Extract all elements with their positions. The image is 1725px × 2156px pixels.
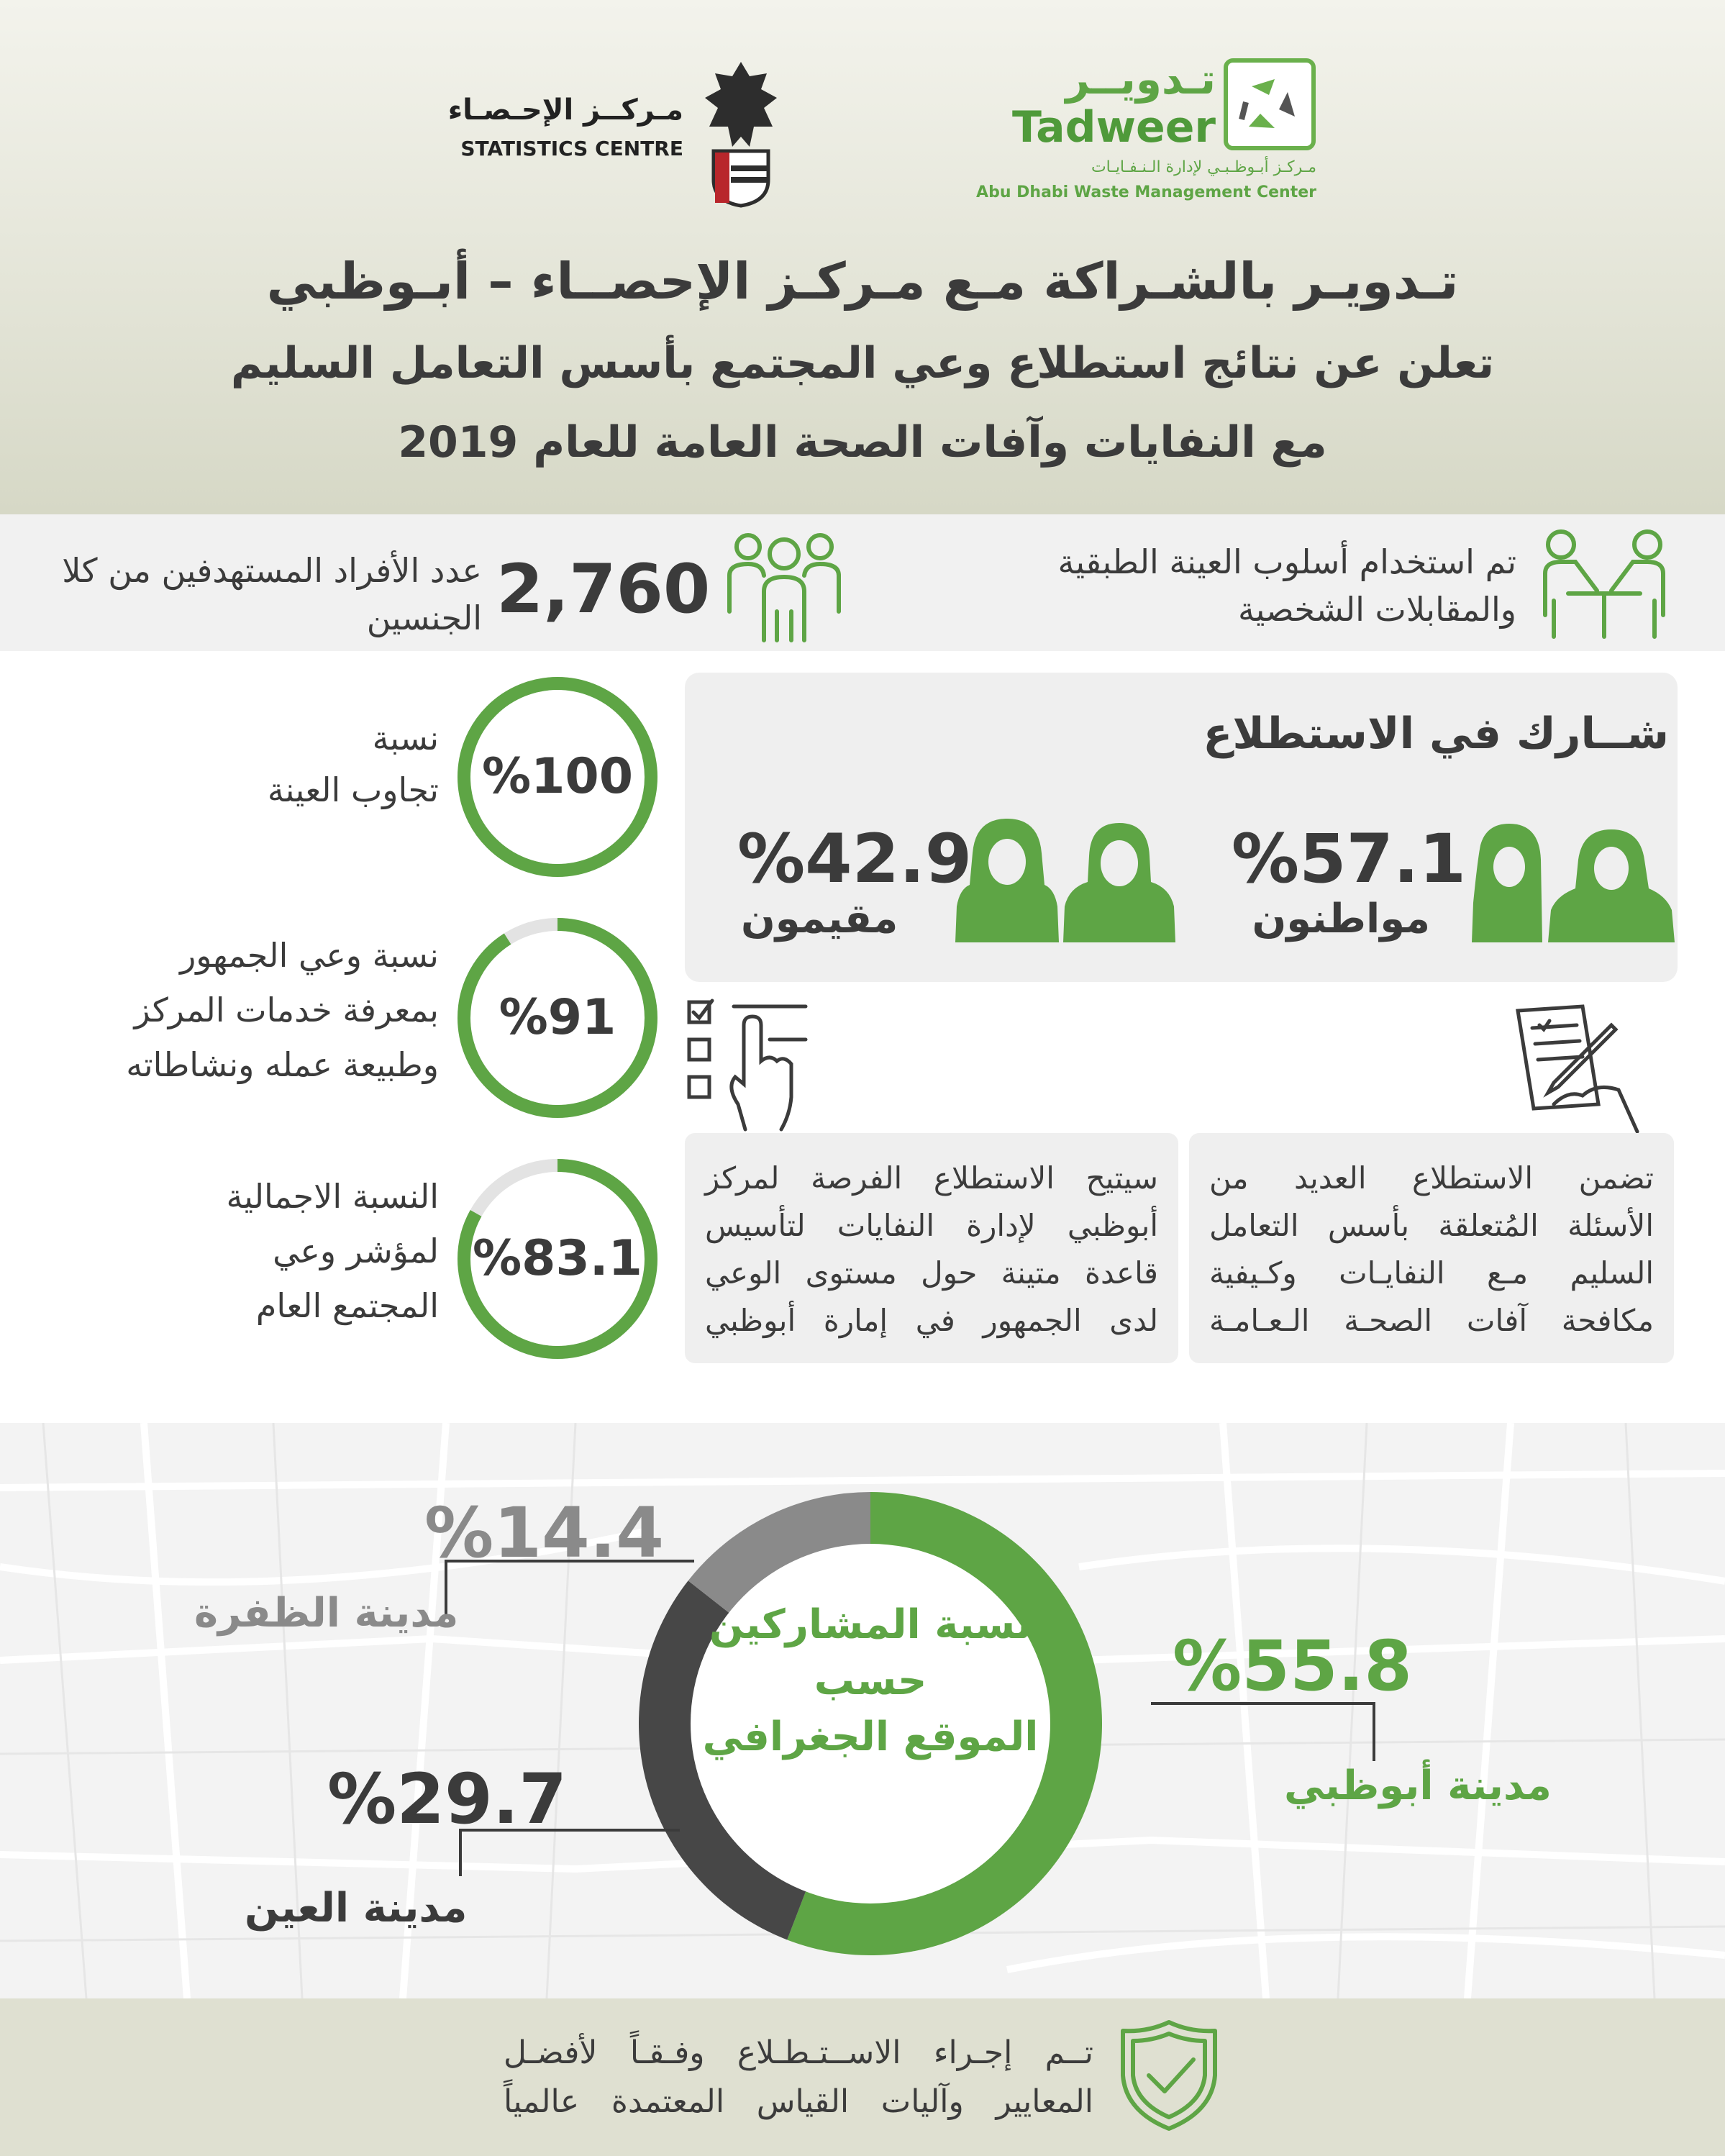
survey-opportunity-line-4: لدى الجمهور في إمارة أبوظبي (705, 1303, 1158, 1338)
awareness-services-value: %91 (499, 989, 616, 1046)
response-rate-value: %100 (481, 748, 634, 805)
response-rate-label-line-2: تجاوب العينة (267, 770, 439, 809)
interview-icon (1532, 522, 1676, 644)
response-rate-label-line-1: نسبة (372, 719, 439, 758)
checklist-hand-icon (683, 996, 813, 1133)
page-title: تـدويـر بالشـراكة مـع مـركـز الإحصــاء – أبـوظبي (266, 252, 1459, 311)
tadweer-subtitle-ar: مـركـز أبـوظـبـي لإدارة الـنـفـايـات (1091, 158, 1316, 176)
al-ain-label: مدينة العين (245, 1885, 468, 1932)
residents-value: %42.9 (737, 820, 973, 899)
method-text: تم استخدام أسلوب العينة الطبقية والمقابلات الشخصية (1057, 542, 1516, 629)
recycle-arrows-icon (1223, 58, 1316, 151)
tadweer-name-ar: تـدويــر (1065, 55, 1216, 104)
tadweer-name-en: Tadweer (1011, 102, 1216, 153)
citizens-value: %57.1 (1231, 820, 1466, 899)
awareness-services-label-line-2: بمعرفة خدمات المركز (134, 991, 439, 1029)
sample-label: عدد الأفراد المستهدفين من كلا الجنسين (62, 551, 482, 637)
residents-label: مقيمون (741, 896, 898, 942)
participation-title: شــارك في الاستطلاع (1203, 709, 1669, 759)
survey-questions-line-2: الأسئلة المُتعلقة بأسس التعامل (1209, 1208, 1654, 1243)
residents-icon (950, 813, 1180, 942)
abu-dhabi-label: مدينة أبوظبي (1284, 1762, 1552, 1809)
al-ain-value: %29.7 (327, 1759, 568, 1839)
signing-document-icon (1511, 1004, 1640, 1133)
awareness-services-label-line-3: وطبيعة عمله ونشاطاته (126, 1045, 439, 1084)
citizens-label: مواطنون (1252, 896, 1430, 942)
falcon-emblem-icon (698, 58, 784, 209)
survey-opportunity-textbox (685, 1133, 1178, 1363)
survey-questions-textbox (1189, 1133, 1674, 1363)
donut-title-line-2: حسب (814, 1657, 927, 1704)
shield-check-icon (1119, 2018, 1219, 2133)
awareness-services-label-line-1: نسبة وعي الجمهور (180, 936, 439, 975)
community-awareness-value: %83.1 (473, 1230, 642, 1287)
community-awareness-label-line-2: لمؤشر وعي (273, 1232, 439, 1270)
donut-title (691, 1597, 1050, 1765)
tadweer-logo (976, 55, 1324, 216)
survey-opportunity-line-3: قاعدة متينة حول مستوى الوعي (705, 1255, 1158, 1291)
community-awareness-label (108, 1169, 439, 1333)
statistics-centre-name-ar: مـركــز الإحـصـاء (447, 94, 683, 127)
survey-questions-line-1: تضمن الاستطلاع العديد من (1209, 1160, 1654, 1196)
citizens-icon (1467, 817, 1676, 942)
community-awareness-label-line-1: النسبة الاجمالية (226, 1177, 439, 1216)
awareness-services-label (29, 928, 439, 1092)
al-dhafra-value: %14.4 (424, 1493, 665, 1573)
donut-title-line-1: نسبة المشاركين (709, 1601, 1032, 1648)
tadweer-subtitle-en: Abu Dhabi Waste Management Center (976, 183, 1316, 201)
statistics-centre-name-en: STATISTICS CENTRE (460, 137, 683, 160)
footer-line-1: تــم إجـراء الاســتـطـلاع وفـقـاً لأفضـل (504, 2034, 1093, 2071)
survey-opportunity-line-2: أبوظبي لإدارة النفايات لتأسيس (705, 1208, 1158, 1243)
page-subtitle-line-1: تعلن عن نتائج استطلاع وعي المجتمع بأسس التعامل السليم (230, 338, 1495, 388)
survey-questions-line-3: السليم مـع النفايـات وكـيفية (1209, 1255, 1654, 1291)
leader-line-abu-dhabi (1151, 1704, 1374, 1761)
community-awareness-label-line-3: المجتمع العام (255, 1286, 439, 1325)
footer-text (504, 2029, 1093, 2127)
survey-questions-line-4: مكافحة آفات الصحـة الـعـامـة (1209, 1303, 1654, 1338)
statistics-centre-logo (447, 58, 763, 216)
al-dhafra-label: مدينة الظفرة (194, 1590, 459, 1637)
donut-title-line-3: الموقع الجغرافي (702, 1714, 1039, 1760)
sample-count: 2,760 (496, 550, 711, 629)
group-people-icon (719, 525, 849, 647)
footer-line-2: المعايير وآليات القياس المعتمدة عالمياً (504, 2083, 1093, 2120)
response-rate-label (108, 712, 439, 816)
page-subtitle-line-2: مع النفايات وآفات الصحة العامة للعام 2019 (398, 417, 1327, 468)
abu-dhabi-value: %55.8 (1173, 1626, 1413, 1706)
survey-opportunity-line-1: سيتيح الاستطلاع الفرصة لمركز (705, 1160, 1158, 1196)
